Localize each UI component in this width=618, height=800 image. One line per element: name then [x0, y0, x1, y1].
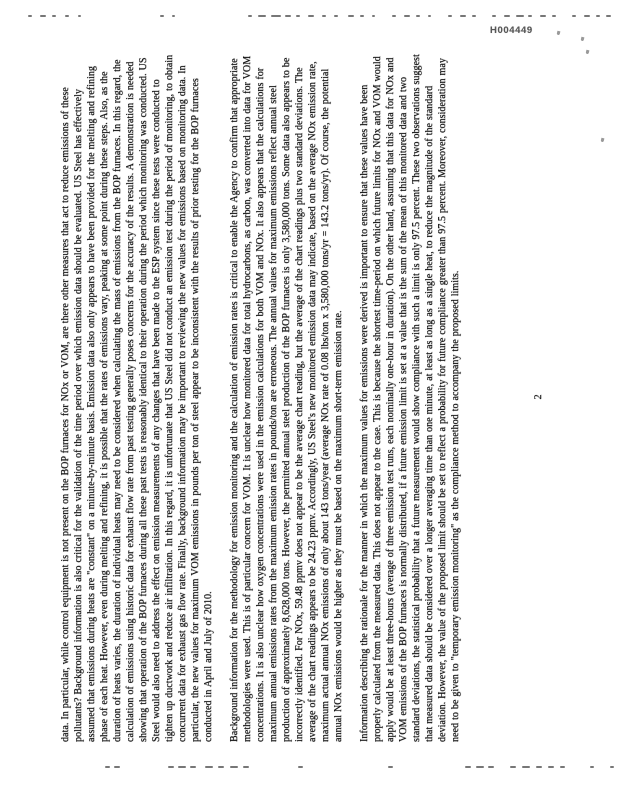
- scan-artifact: [388, 766, 393, 768]
- scan-artifact: [230, 766, 238, 768]
- scan-artifact: [404, 15, 410, 17]
- scan-artifact: [285, 15, 291, 17]
- document-body: [57, 52, 462, 742]
- scan-artifact: [460, 15, 466, 17]
- scan-artifact: [465, 766, 471, 768]
- scan-artifact: [114, 766, 120, 768]
- scan-artifact: [105, 766, 110, 768]
- scan-artifact: [540, 15, 546, 17]
- scan-artifact: [190, 766, 196, 768]
- scan-artifact: [160, 15, 164, 17]
- scan-artifact: [248, 15, 252, 17]
- scan-artifact: [271, 15, 281, 17]
- paragraph: Background information for the methodology for emission monitoring and the calculation of emission rates is critical to enable the Agency to confirm that appropriate methodologies were used. This is of particular concern for VOM. It is unclear how monitored data for total hydrocarbons, as carbon, was converted into data for VOM concentrations. It is also unclear how oxygen concentrations were used in the emission calculations for both VOM and NOx. It also appears that the calculations for maximum annual emissions rates from the maximum emission rates in pounds/ton are erroneous. The annual values for maximum emissions reflect annual steel production of approximately 8,628,000 tons. However, the permitted annual steel production of the BOP furnaces is only 3,580,000 tons. Some data also appears to be incorrectly identified. For NOx, 59.48 ppmv does not appear to be the average chart reading, but the average of the chart readings plus two standard deviations. The average of the chart readings appears to be 24.23 ppmv. Accordingly, US Steel's new monitored emission data may indicate, based on the average NOx emission rate, maximum actual annual NOx emissions of only about 143 tons/year (average NOx rate of 0.08 lbs/ton x 3,580,000 tons/yr = 143.2 tons/yr). Of course, the potential annual NOx emissions would be higher as they must be based on the maximum short-term emission rate.: [229, 55, 344, 742]
- scan-artifact: [488, 766, 494, 768]
- document-page: [57, 52, 617, 742]
- scan-artifact: [522, 766, 530, 768]
- scan-artifact: [552, 15, 556, 17]
- scan-artifact: [322, 15, 326, 17]
- scan-artifact: [516, 15, 524, 17]
- scan-artifact: [560, 766, 565, 768]
- scan-artifact: [476, 766, 484, 768]
- scan-artifact: [52, 15, 56, 17]
- paragraph: Information describing the rationale for the manner in which the maximum values for emissions were derived is important to ensure that these values have been properly calculated from the measured data. This does not appear to the case. This is because the shortest time-period on which future limits for NOx and VOM would apply would be at least three-hours (average of three emission test runs, each nominally one-hour in duration). On the other hand, assuming that this data for NOx and VOM emissions of the BOP furnaces is normally distributed, if a future emission limit is set at a value that is the sum of the mean of this monitored data and two standard deviations, the statistical probability that a future measurement would show compliance with such a limit is only 97.5 percent. These two observations suggest that measured data should be considered over a longer averaging time than one minute, at least as long as a single heat, to reduce the magnitude of the standard deviation. However, the value of the proposed limit should be set to reflect a probability for future compliance greater than 97.5 percent. Moreover, consideration may need to be given to "temporary emission monitoring" as the compliance method to accompany the proposed limits.: [359, 54, 461, 742]
- scan-artifact: [557, 31, 561, 36]
- scan-artifact: [178, 766, 186, 768]
- scan-artifact: [360, 15, 364, 17]
- scan-artifact: [572, 15, 576, 17]
- scan-artifact: [372, 15, 375, 17]
- scan-artifact: [596, 15, 600, 17]
- scan-artifact: [510, 766, 516, 768]
- scan-artifact: [298, 766, 303, 768]
- scan-artifact: [548, 766, 554, 768]
- scan-artifact: [590, 766, 594, 768]
- scan-artifact: [168, 766, 174, 768]
- scan-artifact: [528, 15, 532, 17]
- scan-artifact: [416, 15, 420, 17]
- scan-artifact: [392, 15, 396, 17]
- scan-artifact: [610, 766, 614, 768]
- scan-artifact: [536, 766, 542, 768]
- scan-artifact: [472, 15, 476, 17]
- scan-artifact: [504, 15, 510, 17]
- scan-artifact: [205, 766, 213, 768]
- bates-stamp: H004449: [490, 25, 533, 36]
- scan-artifact: [448, 15, 452, 17]
- scan-artifact: [581, 37, 585, 42]
- scan-artifact: [606, 15, 611, 17]
- scan-artifact: [584, 15, 590, 17]
- scan-artifact: [218, 766, 224, 768]
- scan-artifact: [334, 15, 338, 17]
- scan-artifact: [40, 15, 46, 17]
- scan-artifact: [78, 15, 81, 17]
- scan-artifact: [308, 15, 314, 17]
- scan-artifact: [348, 15, 354, 17]
- scan-artifact: [65, 15, 69, 17]
- scan-artifact: [172, 15, 175, 17]
- paragraph: data. In particular, while control equipment is not present on the BOP furnaces for NOx or VOM, are there other measures that act to reduce emissions of these pollutants? Background information is also critical for the validation of the time period over which emission data should be evaluated. US Steel has effectively assumed that emissions during heats are "constant" on a minute-by-minute basis. Emission data also only appears to have been provided for the melting and refining phase of each heat. However, even during melting and refining, it is possible that the rates of emissions vary, peaking at some point during these steps. Also, as the duration of heats varies, the duration of individual heats may need to be considered when calculating the mass of emissions from the BOP furnaces. In this regard, the calculation of emissions using historic data for exhaust flow rate from past testing generally poses concerns for the accuracy of the results. A demonstration is needed showing that operation of the BOP furnaces during all these past tests is reasonably identical to their operation during the period which monitoring was conducted. US Steel would also need to address the effect on emission measurements of any changes that have been made to the ESP system since these tests were conducted to tighten up ductwork and reduce air infiltration. In this regard, it is unfortunate that US Steel did not conduct an emission test during the period of monitoring, to obtain concurrent data for exhaust gas flow rate. Finally, background information may be important to reviewing the new values for emissions based on monitoring data. In particular, the new values for maximum VOM emissions in pounds per ton of steel appear to be inconsistent with the results of prior testing for the BOP furnaces conducted in April and July of 2010.: [60, 54, 214, 742]
- scan-artifact: [258, 15, 266, 17]
- scan-artifact: [243, 766, 249, 768]
- page-number: 2: [533, 394, 544, 400]
- scan-artifact: [28, 15, 32, 17]
- scan-artifact: [428, 15, 431, 17]
- scan-artifact: [492, 15, 496, 17]
- scan-artifact: [296, 15, 300, 17]
